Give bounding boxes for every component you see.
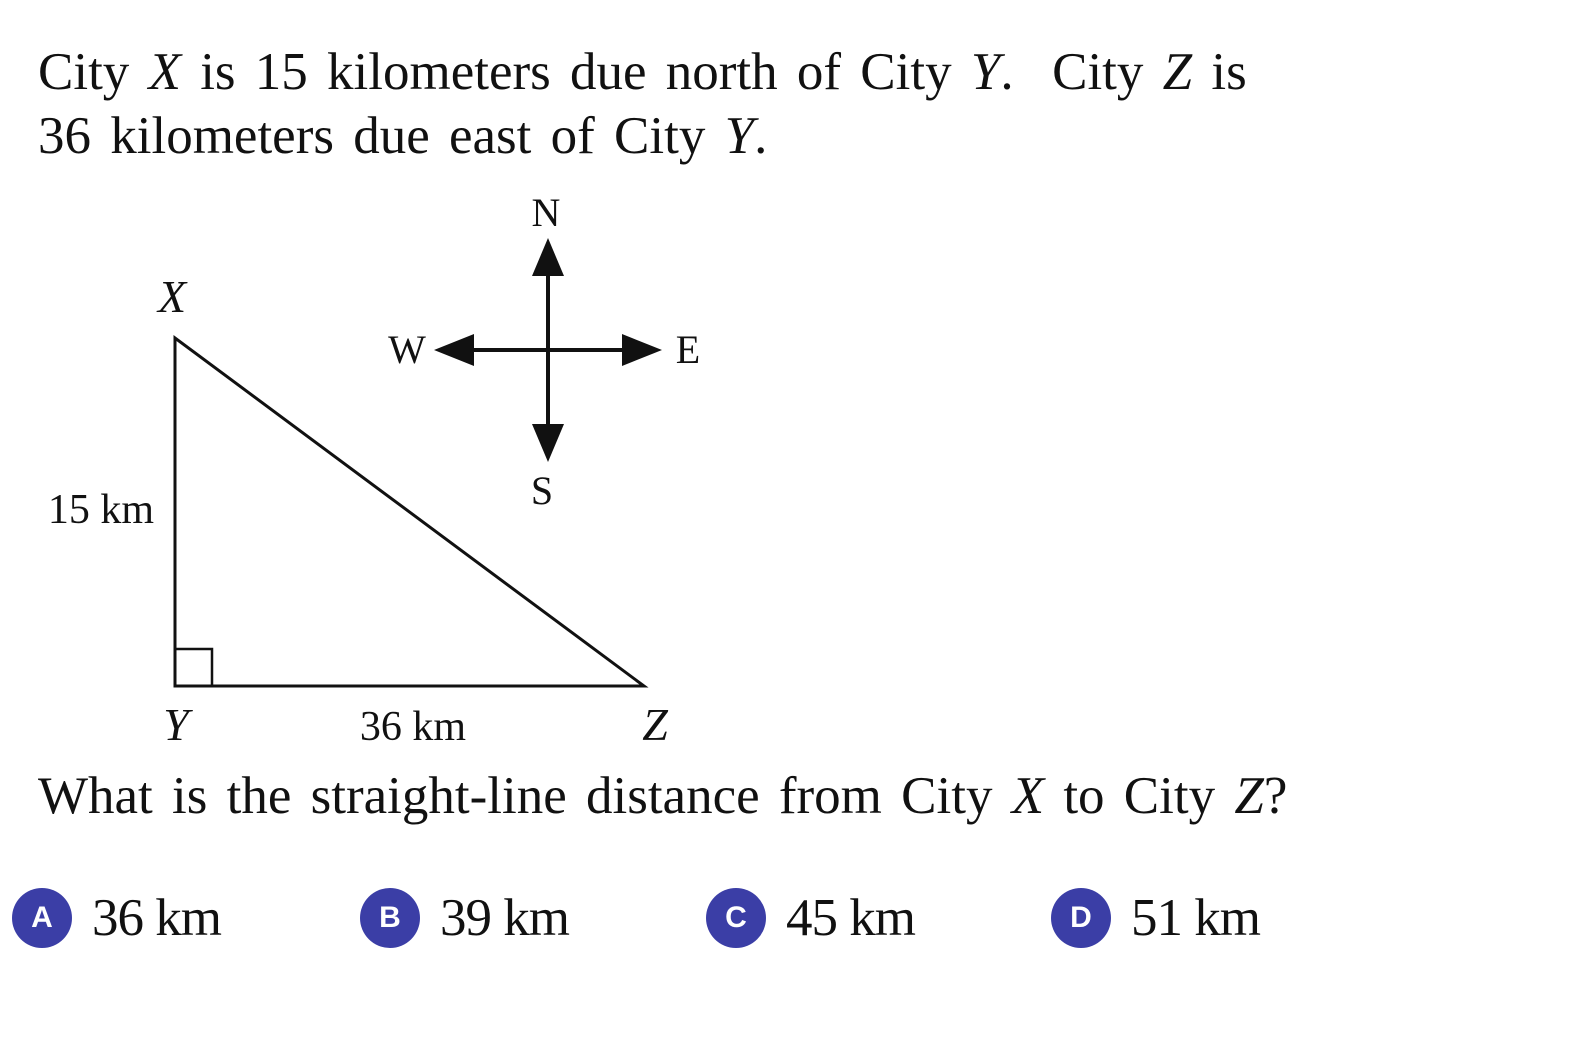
compass-label-south: S	[530, 468, 554, 513]
compass-label-north: N	[531, 190, 561, 235]
problem-statement-line-2	[38, 104, 1398, 168]
south-arrowhead-icon	[532, 424, 564, 462]
compass-rose	[388, 190, 700, 513]
problem-statement	[38, 40, 1398, 168]
compass-label-east: E	[675, 327, 701, 372]
choice-a-badge[interactable]: A	[12, 888, 72, 948]
stem-segment: Y	[724, 107, 755, 165]
question-segment: ?	[1263, 767, 1288, 825]
triangle-figure	[0, 180, 760, 760]
triangle-xyz	[175, 338, 644, 686]
choice-a-text: 36 km	[92, 889, 221, 947]
stem-segment: City	[38, 43, 149, 101]
east-arrowhead-icon	[622, 334, 662, 366]
stem-segment: is 15 kilometers due north of City	[180, 43, 971, 101]
choice-d-badge[interactable]: D	[1051, 888, 1111, 948]
choice-c-badge[interactable]: C	[706, 888, 766, 948]
question-segment: X	[1011, 767, 1045, 825]
vertex-label-y: Y	[163, 699, 189, 750]
question-segment: What is the straight-line distance from City	[38, 767, 1012, 825]
west-arrowhead-icon	[434, 334, 474, 366]
stem-segment: Z	[1162, 43, 1193, 101]
side-label-yz: 36 km	[359, 704, 467, 750]
choice-b-badge[interactable]: B	[360, 888, 420, 948]
question-segment: Z	[1234, 767, 1264, 825]
stem-segment: is	[1192, 43, 1247, 101]
choice-d[interactable]	[1051, 886, 1260, 950]
stem-segment: .	[754, 107, 768, 165]
question-text	[38, 764, 1287, 828]
vertex-label-x: X	[157, 271, 187, 322]
side-label-xy: 15 km	[47, 487, 155, 533]
stem-segment: Y	[970, 43, 1001, 101]
right-angle-marker	[175, 649, 212, 686]
choice-c-text: 45 km	[786, 889, 915, 947]
question-segment: to City	[1044, 767, 1235, 825]
compass-label-west: W	[388, 327, 426, 372]
choice-a[interactable]	[12, 886, 221, 950]
north-arrowhead-icon	[532, 238, 564, 276]
choice-d-text: 51 km	[1131, 889, 1260, 947]
stem-segment: . City	[1000, 43, 1163, 101]
choice-c[interactable]	[706, 886, 915, 950]
problem-statement-line-1	[38, 40, 1398, 104]
choice-b-text: 39 km	[440, 889, 569, 947]
stem-segment: X	[148, 43, 181, 101]
stem-segment: 36 kilometers due east of City	[38, 107, 725, 165]
answer-choices	[12, 886, 1412, 950]
choice-b[interactable]	[360, 886, 569, 950]
vertex-label-z: Z	[642, 699, 668, 750]
